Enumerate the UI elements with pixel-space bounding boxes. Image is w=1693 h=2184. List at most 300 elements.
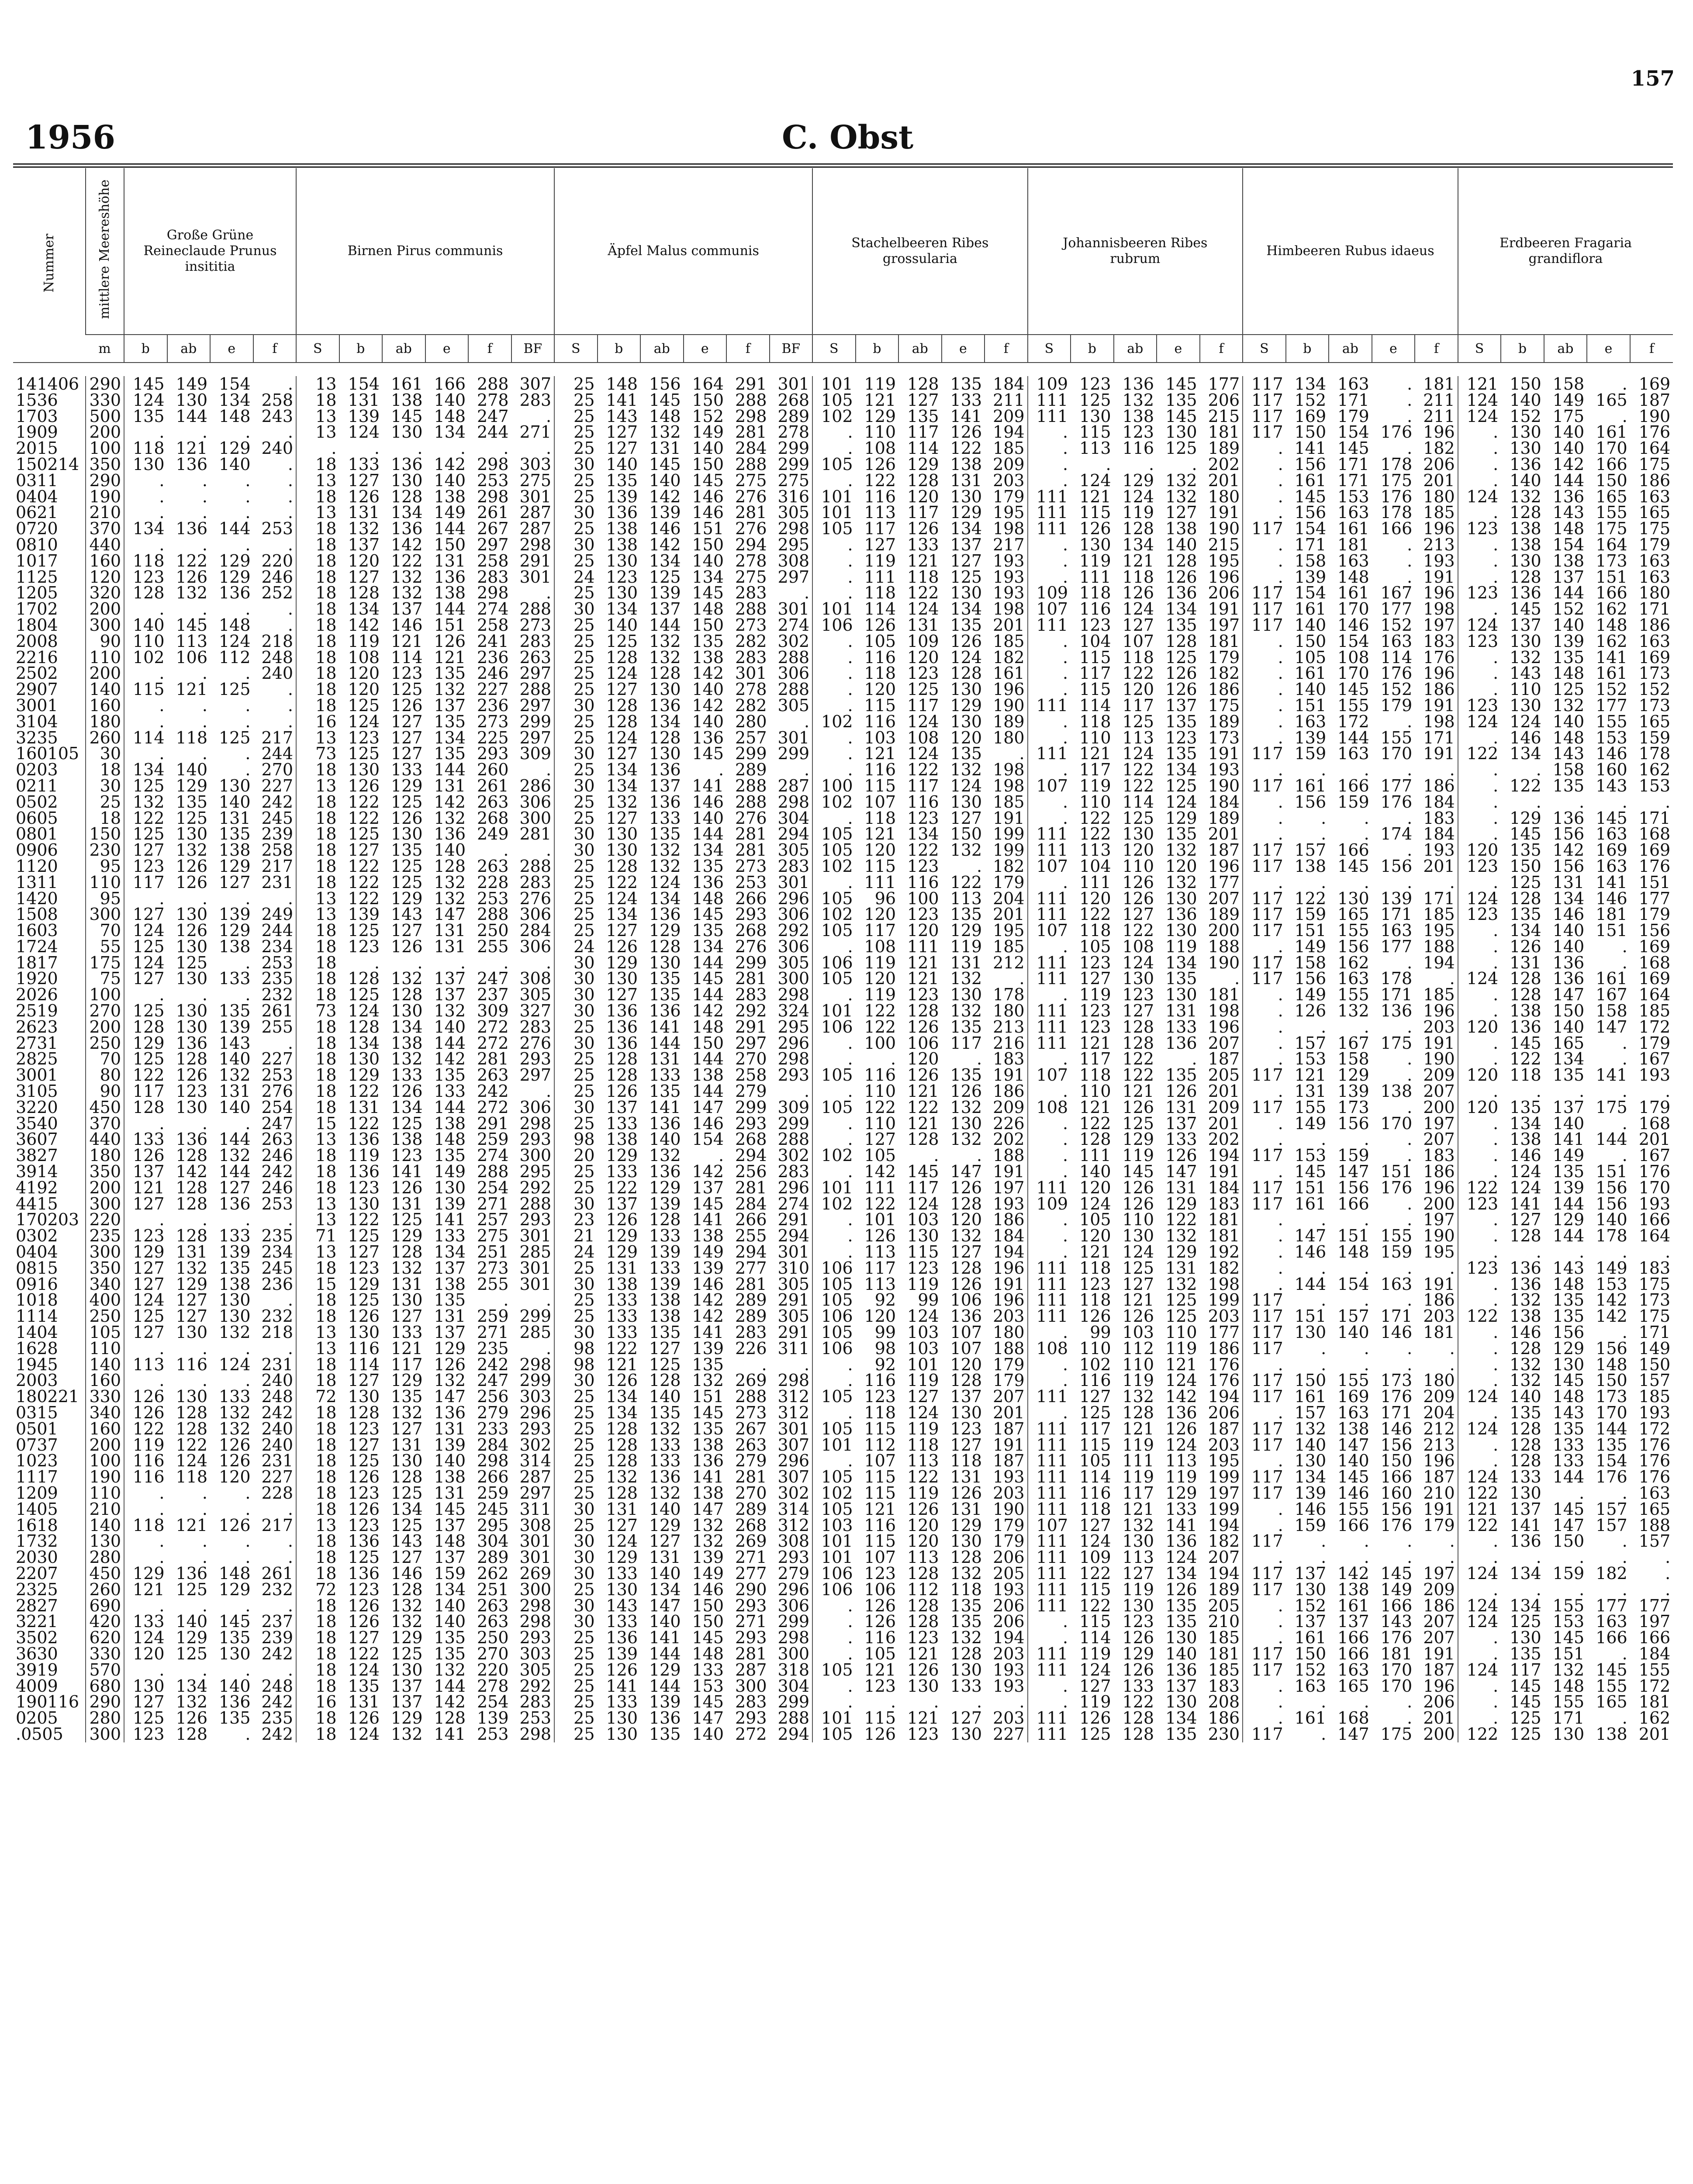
table-cell: 140 [1552, 1115, 1585, 1132]
table-cell: . [1028, 650, 1071, 666]
table-cell: 146 [1596, 890, 1627, 907]
table-cell: 183 [1423, 1147, 1455, 1164]
table-cell: 130 [1510, 633, 1541, 650]
table-cell: 30 [554, 505, 598, 521]
table-cell: 0404 [16, 1244, 58, 1260]
table-cell: 0203 [16, 762, 58, 778]
table-cell: 127 [1122, 906, 1154, 923]
table-cell: 157 [1294, 1035, 1327, 1051]
table-cell: 18 [296, 1549, 339, 1565]
table-cell: 138 [1552, 553, 1585, 569]
table-cell: 142 [390, 536, 423, 553]
table-cell: 125 [1552, 681, 1585, 698]
table-cell: . [546, 1340, 552, 1357]
table-cell: 122 [606, 874, 638, 891]
table-cell: 125 [1510, 1614, 1541, 1630]
table-cell: 109 [907, 633, 939, 650]
table-cell: 115 [864, 1469, 896, 1485]
table-cell: 239 [261, 826, 293, 843]
table-cell: 108 [864, 938, 896, 955]
table-cell: 118 [1122, 649, 1154, 666]
table-cell: 138 [1337, 1420, 1369, 1437]
table-cell: 244 [261, 746, 293, 762]
table-cell: 146 [1380, 1420, 1413, 1437]
table-cell: 305 [777, 697, 810, 714]
table-cell: 137 [1510, 617, 1541, 633]
table-cell: 25 [554, 1630, 598, 1646]
table-cell: . [202, 713, 207, 730]
table-cell: 235 [261, 1228, 293, 1244]
table-cell: . [812, 1212, 856, 1228]
table-cell: 115 [1079, 1581, 1111, 1598]
table-cell: 128 [176, 1228, 207, 1244]
table-cell: 111 [864, 874, 896, 891]
table-cell: . [1449, 1260, 1455, 1276]
table-cell: 104 [1079, 633, 1111, 650]
table-cell: 168 [1638, 954, 1671, 971]
table-cell: 129 [864, 408, 896, 425]
table-cell: 263 [477, 794, 509, 810]
table-row [13, 778, 1673, 794]
table-cell: 276 [735, 488, 767, 505]
table-cell: 300 [86, 617, 124, 633]
table-cell: 121 [1079, 1035, 1111, 1051]
table-cell: . [1321, 1340, 1327, 1357]
table-cell: 193 [1423, 553, 1455, 569]
table-cell: 2325 [16, 1581, 58, 1598]
table-cell: . [1407, 1051, 1413, 1068]
table-cell: 168 [1638, 826, 1671, 843]
table-cell: 272 [477, 1035, 509, 1051]
table-cell: 129 [606, 1147, 638, 1164]
table-cell: 129 [950, 697, 982, 714]
table-cell: 98 [554, 1131, 598, 1147]
table-cell: 126 [864, 1726, 896, 1742]
table-cell: 122 [348, 1115, 380, 1132]
table-cell: 130 [1165, 424, 1197, 441]
table-cell: 122 [348, 810, 380, 826]
table-cell: 370 [86, 1116, 124, 1132]
table-cell: 150 [1552, 1003, 1585, 1019]
table-cell: 135 [1552, 778, 1585, 794]
table-cell: 121 [1122, 1420, 1154, 1437]
table-cell: 127 [950, 1710, 982, 1726]
table-cell: . [1364, 1549, 1369, 1565]
table-cell: 129 [390, 1710, 423, 1726]
table-cell: 314 [777, 1501, 810, 1517]
table-cell: 25 [554, 714, 598, 730]
table-cell: 185 [1208, 1662, 1240, 1678]
table-cell: 122 [348, 794, 380, 810]
table-cell: 246 [477, 665, 509, 682]
table-cell: 25 [554, 408, 598, 425]
table-cell: 122 [1510, 1051, 1541, 1068]
table-cell: 191 [993, 1276, 1025, 1292]
table-cell: . [124, 698, 167, 714]
table-cell: 196 [1423, 424, 1455, 441]
table-cell: 150 [434, 536, 466, 553]
table-cell: 294 [777, 1726, 810, 1742]
table-cell: 135 [649, 971, 681, 987]
table-cell: 306 [777, 906, 810, 923]
table-cell: 198 [1423, 713, 1455, 730]
table-cell: 181 [1208, 424, 1240, 441]
table-cell: . [1243, 762, 1286, 778]
table-cell: 127 [348, 1437, 380, 1453]
table-cell: 126 [348, 1614, 380, 1630]
table-cell: 150 [692, 1614, 724, 1630]
table-cell: 149 [1552, 392, 1585, 408]
table-cell: . [1243, 505, 1286, 521]
table-cell: 135 [950, 1067, 982, 1084]
table-cell: 244 [477, 424, 509, 441]
table-cell: 1405 [16, 1501, 58, 1517]
table-cell: 107 [1028, 923, 1071, 939]
table-cell: 187 [993, 1453, 1025, 1469]
table-cell: 242 [261, 1405, 293, 1421]
table-cell: 13 [296, 1341, 339, 1357]
table-cell: 284 [735, 1196, 767, 1212]
table-cell: 145 [692, 746, 724, 762]
table-cell: 133 [606, 1292, 638, 1309]
table-cell: 13 [296, 408, 339, 425]
table-cell: 132 [1337, 1003, 1369, 1019]
table-cell: 266 [735, 890, 767, 907]
table-cell: 137 [348, 536, 380, 553]
table-cell: 236 [477, 697, 509, 714]
table-cell: 281 [735, 971, 767, 987]
sub-header: ab [1114, 335, 1157, 363]
table-cell: 176 [1380, 1517, 1413, 1534]
table-cell: 206 [993, 1549, 1025, 1565]
table-cell: 135 [1165, 1614, 1197, 1630]
table-cell: 111 [907, 938, 939, 955]
table-cell: 299 [777, 1694, 810, 1711]
table-cell: 156 [1380, 1437, 1413, 1453]
table-cell: 240 [261, 1420, 293, 1437]
table-cell: 145 [390, 408, 423, 425]
table-cell: 128 [606, 1420, 638, 1437]
table-cell: 130 [434, 1179, 466, 1196]
table-cell: . [812, 665, 856, 681]
table-cell: 116 [124, 1453, 167, 1469]
table-cell: 106 [950, 1292, 982, 1309]
table-cell: 113 [864, 505, 896, 521]
unit-header: m [86, 335, 124, 363]
table-cell: 113 [176, 633, 207, 650]
table-cell: 123 [907, 906, 939, 923]
table-cell: 173 [1638, 697, 1671, 714]
table-cell: 293 [519, 1051, 552, 1068]
table-cell: 308 [777, 1533, 810, 1550]
table-cell: 183 [993, 1051, 1025, 1068]
table-cell: 153 [692, 1678, 724, 1694]
table-cell: 145 [1294, 488, 1327, 505]
table-cell: 127 [176, 1308, 207, 1325]
table-cell: 18 [296, 1067, 339, 1083]
table-cell: 135 [950, 906, 982, 923]
table-cell: 130 [1510, 1630, 1541, 1646]
table-cell: 135 [1165, 617, 1197, 633]
table-cell: 130 [606, 971, 638, 987]
table-cell: 148 [218, 1565, 251, 1582]
table-cell: 135 [176, 794, 207, 810]
table-cell: 200 [1423, 1196, 1455, 1212]
table-cell: 123 [124, 1228, 167, 1244]
table-cell: 180 [1423, 488, 1455, 505]
table-cell: 144 [434, 1035, 466, 1051]
table-cell: . [1243, 681, 1286, 698]
table-cell: 117 [1243, 842, 1286, 858]
table-cell: 297 [519, 697, 552, 714]
table-cell: 156 [1552, 1324, 1585, 1341]
table-cell: 117 [1243, 1147, 1286, 1164]
table-cell: 99 [1090, 1324, 1111, 1341]
table-cell: 142 [1552, 842, 1585, 858]
table-cell: 124 [1458, 1662, 1501, 1678]
table-cell: 120 [1165, 858, 1197, 874]
sub-header: f [1415, 335, 1458, 363]
table-cell: 128 [348, 1019, 380, 1035]
table-cell: 113 [1122, 729, 1154, 746]
table-cell: 126 [606, 1083, 638, 1099]
table-cell: 500 [86, 408, 124, 425]
table-cell: 118 [864, 585, 896, 601]
table-cell: 130 [124, 456, 167, 473]
table-cell: 132 [1165, 874, 1197, 891]
table-cell: . [245, 1115, 251, 1132]
table-cell: . [245, 697, 251, 714]
table-cell: 30 [554, 746, 598, 762]
table-cell: 127 [390, 729, 423, 746]
table-cell: 140 [1337, 1324, 1369, 1341]
sub-header: b [339, 335, 383, 363]
group-header: Große Grüne Reineclaude Prunus insititia [124, 168, 296, 335]
table-cell: 306 [777, 938, 810, 955]
table-cell: 118 [1079, 585, 1111, 601]
table-cell: . [1364, 810, 1369, 826]
table-cell: 18 [296, 874, 339, 891]
table-cell: . [1458, 1083, 1501, 1099]
table-cell: 102 [812, 1485, 856, 1501]
table-row [13, 1164, 1673, 1180]
table-cell: 135 [606, 472, 638, 489]
table-cell: 125 [390, 681, 423, 698]
table-cell: 132 [1122, 1389, 1154, 1405]
table-cell: 122 [864, 1019, 896, 1035]
table-cell: 126 [390, 938, 423, 955]
table-cell: 145 [692, 1405, 724, 1421]
table-cell: 25 [554, 1051, 598, 1067]
table-cell: 145 [1165, 408, 1197, 425]
table-cell: 128 [907, 1131, 939, 1148]
table-cell: 189 [1208, 713, 1240, 730]
table-cell: 141 [1552, 1131, 1585, 1148]
table-cell: 150 [692, 1597, 724, 1614]
table-cell: . [1028, 665, 1071, 681]
table-cell: 13 [296, 376, 339, 392]
table-cell: 122 [907, 1469, 939, 1485]
table-cell: 134 [1165, 1565, 1197, 1582]
table-cell: 121 [907, 553, 939, 569]
table-cell: 18 [296, 762, 339, 778]
table-cell: . [1028, 762, 1071, 778]
table-cell: 128 [950, 1645, 982, 1662]
table-cell: 30 [554, 1533, 598, 1549]
table-cell: 140 [434, 1614, 466, 1630]
table-cell: . [287, 1501, 293, 1517]
table-cell: 140 [692, 1726, 724, 1742]
table-cell: 126 [1165, 1147, 1197, 1164]
table-cell: 149 [1552, 1147, 1585, 1164]
table-cell: 125 [907, 681, 939, 698]
table-cell: . [812, 1678, 856, 1694]
table-cell: . [1407, 1147, 1413, 1164]
table-cell: 210 [86, 1501, 124, 1517]
table-cell: 18 [296, 1565, 339, 1582]
table-cell: 131 [606, 1501, 638, 1517]
table-cell: 209 [993, 1099, 1025, 1116]
table-row [13, 794, 1673, 810]
table-cell: 132 [950, 762, 982, 778]
table-cell: 179 [1380, 697, 1413, 714]
table-cell: 105 [864, 1147, 896, 1164]
table-cell: 128 [907, 472, 939, 489]
table-cell: 127 [907, 392, 939, 408]
table-cell: 136 [606, 1003, 638, 1019]
table-cell: 0501 [16, 1420, 58, 1437]
table-cell: 127 [950, 810, 982, 826]
table-cell: 179 [1337, 408, 1369, 425]
table-cell: 124 [1079, 1196, 1111, 1212]
table-cell: 123 [1122, 1614, 1154, 1630]
table-cell: 128 [1165, 633, 1197, 650]
sub-header: f [726, 335, 770, 363]
table-row [13, 1582, 1673, 1598]
table-cell: 149 [692, 1565, 724, 1582]
table-cell: 126 [1079, 1308, 1111, 1325]
table-cell: 105 [812, 1099, 856, 1116]
table-cell: 0801 [16, 826, 58, 843]
table-cell: 102 [812, 408, 856, 425]
table-cell: 2030 [16, 1549, 58, 1565]
table-cell: 101 [907, 1356, 939, 1373]
table-cell: 190 [1208, 778, 1240, 794]
table-cell: 117 [1243, 1582, 1286, 1598]
table-cell: 134 [649, 890, 681, 907]
table-cell: 152 [1294, 392, 1327, 408]
table-cell: 139 [1552, 633, 1585, 650]
table-cell: 288 [735, 1389, 767, 1405]
table-cell: 127 [1122, 1565, 1154, 1582]
table-cell: 119 [1079, 1645, 1111, 1662]
table-cell: 133 [606, 1614, 638, 1630]
table-cell: 142 [649, 536, 681, 553]
table-cell: . [124, 1341, 167, 1357]
table-cell: 153 [1596, 729, 1627, 746]
table-cell: 124 [1510, 1164, 1541, 1180]
table-cell: 177 [1638, 1597, 1671, 1614]
table-cell: 134 [1165, 1710, 1197, 1726]
table-cell: 248 [261, 649, 293, 666]
table-cell: . [245, 987, 251, 1003]
table-cell: 144 [649, 617, 681, 633]
table-cell: 142 [1596, 1292, 1627, 1309]
table-cell: 128 [124, 585, 167, 601]
table-cell: 106 [812, 617, 856, 633]
table-cell: 208 [1208, 1694, 1240, 1711]
table-cell: 201 [1208, 1115, 1240, 1132]
table-cell: 25 [554, 1710, 598, 1726]
table-cell: 140 [692, 553, 724, 569]
table-cell: 148 [1596, 1356, 1627, 1373]
table-cell: 137 [606, 1196, 638, 1212]
table-cell: 130 [1079, 408, 1111, 425]
table-cell: 128 [649, 938, 681, 955]
table-cell: . [1028, 1372, 1071, 1389]
table-cell: 145 [1294, 1164, 1327, 1180]
table-cell: 196 [1208, 1019, 1240, 1035]
table-cell: 136 [434, 569, 466, 585]
table-cell: . [1458, 1324, 1501, 1341]
table-cell: 288 [477, 1164, 509, 1180]
table-cell: 128 [1122, 1405, 1154, 1421]
table-cell: 105 [812, 971, 856, 987]
table-cell: 198 [993, 521, 1025, 537]
table-cell: . [812, 1357, 856, 1373]
table-cell: 132 [1165, 1228, 1197, 1244]
table-cell: 129 [649, 1662, 681, 1678]
table-cell: 111 [1079, 569, 1111, 585]
table-cell: 205 [1208, 1067, 1240, 1084]
table-cell: 126 [864, 1614, 896, 1630]
table-cell: 126 [1122, 1308, 1154, 1325]
table-cell: . [812, 1598, 856, 1614]
table-cell: 217 [261, 729, 293, 746]
table-cell: . [812, 987, 856, 1003]
table-cell: 136 [1165, 1662, 1197, 1678]
table-cell: 130 [950, 681, 982, 698]
table-row [13, 1308, 1673, 1324]
table-cell: . [1458, 762, 1501, 778]
table-cell: 138 [1510, 1131, 1541, 1148]
table-cell: 151 [1337, 1228, 1369, 1244]
table-cell: 181 [1208, 987, 1240, 1003]
table-cell: 201 [1423, 1710, 1455, 1726]
table-row [13, 1453, 1673, 1469]
table-cell: 134 [606, 906, 638, 923]
table-cell: 120 [1079, 1179, 1111, 1196]
table-cell: 175 [1552, 408, 1585, 425]
table-cell: 138 [1294, 858, 1327, 874]
table-cell: . [1364, 762, 1369, 778]
table-cell: 129 [218, 1581, 251, 1598]
table-cell: 18 [296, 1437, 339, 1453]
table-cell: 263 [477, 858, 509, 874]
table-cell: . [1407, 1019, 1413, 1035]
table-cell: 236 [477, 649, 509, 666]
table-cell: 161 [1294, 1389, 1327, 1405]
table-cell: . [124, 424, 167, 440]
table-cell: . [1321, 1292, 1327, 1309]
table-cell: 132 [434, 890, 466, 907]
table-cell: 198 [1208, 1003, 1240, 1019]
table-cell: 130 [390, 1292, 423, 1309]
table-cell: 112 [864, 1437, 896, 1453]
table-cell: 135 [218, 1710, 251, 1726]
table-cell: . [245, 601, 251, 617]
table-cell: . [1028, 1678, 1071, 1694]
